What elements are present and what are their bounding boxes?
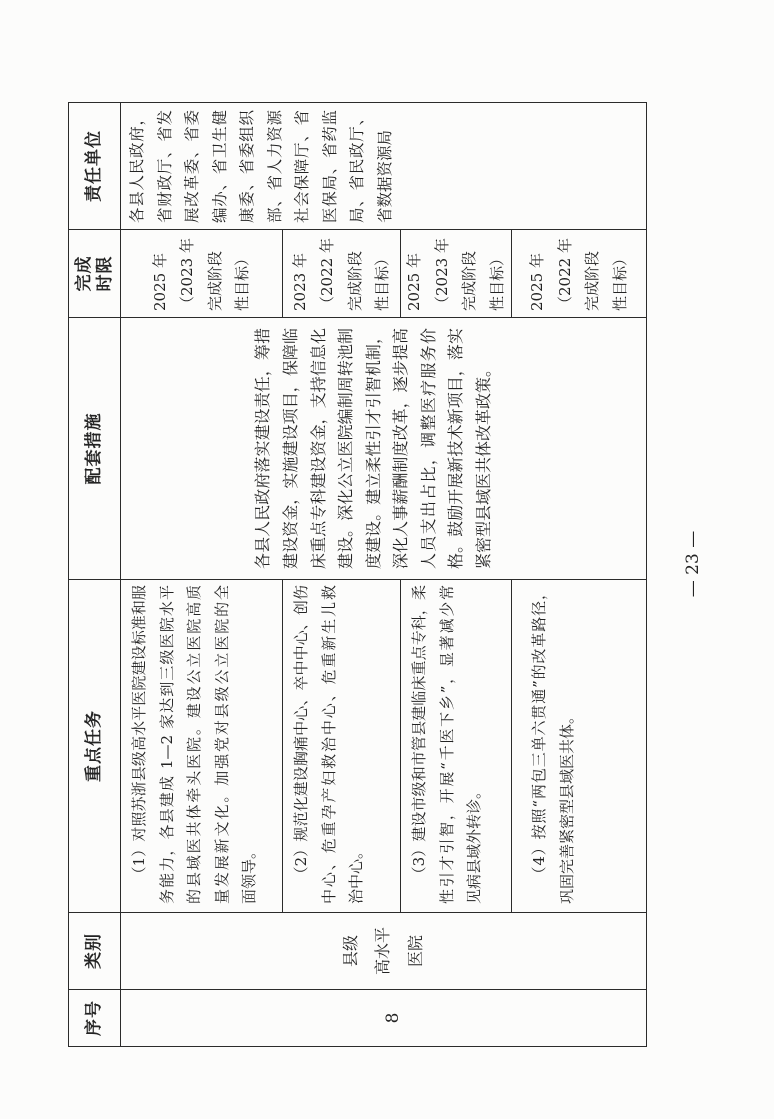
responsible-unit-cell — [121, 103, 647, 230]
task-cell-2 — [283, 580, 401, 913]
header-deadline-line: 完成 — [73, 255, 94, 292]
task-cell-3 — [401, 580, 512, 913]
task-3-line: 性引才引智，开展“千医下乡”，显著减少常 — [437, 585, 456, 904]
task-2-line: 治中心。 — [347, 843, 365, 904]
measures-line: 床重点专科建设资金，支持信息化 — [308, 328, 328, 569]
deadline-4-line: 完成阶段 — [583, 250, 601, 311]
deadline-cell-4 — [512, 230, 647, 318]
deadline-3-line: 性目标） — [487, 250, 506, 311]
task-2-line: （2）规范化建设胸痛中心、卒中中心、创伤 — [292, 585, 310, 882]
responsible-line: 省数据资源局 — [375, 129, 394, 223]
task-3-line: （3）建设市级和市管县建临床重点专科，柔 — [410, 585, 428, 882]
deadline-2-line: 性目标） — [373, 250, 391, 311]
measures-line: 人员支出占比，调整医疗服务价 — [418, 328, 438, 569]
supporting-measures-cell — [121, 318, 647, 580]
header-deadline — [69, 230, 121, 318]
responsible-line: 康委、省委组织 — [238, 110, 256, 223]
task-3-line: 见病县域外转诊。 — [465, 783, 483, 904]
deadline-2-line: 2023 年 — [290, 253, 309, 311]
deadline-3-line: 2025 年 — [405, 253, 423, 311]
deadline-3-line: 完成阶段 — [460, 250, 478, 311]
table-row — [121, 103, 283, 1047]
responsible-line: 部、省人力资源 — [265, 110, 284, 223]
deadline-4-line: 性目标） — [610, 250, 629, 311]
measures-line: 度建设。建立柔性引才引智机制， — [363, 328, 383, 569]
measures-line: 建设。深化公立医院编制周转池制 — [336, 328, 356, 569]
task-1-line: 面领导。 — [240, 843, 258, 904]
task-cell-1 — [121, 580, 283, 913]
category-cell — [121, 913, 647, 990]
task-1-line: 的县域医共体牵头医院。建设公立医院高质 — [185, 585, 203, 904]
header-key-task: 重点任务 — [69, 580, 121, 913]
row-index-cell: 8 — [121, 990, 647, 1047]
measures-line: 格。鼓励开展新技术新项目，落实 — [446, 328, 466, 569]
page-number: — 23 — — [683, 530, 703, 598]
measures-line: 紧密型县域医共体改革政策。 — [474, 360, 494, 569]
header-supporting-measures: 配套措施 — [69, 318, 121, 580]
responsible-line: 医保局、省药监 — [320, 110, 339, 223]
deadline-1-line: （2023 年 — [178, 238, 196, 311]
responsible-line: 各县人民政府， — [128, 110, 146, 223]
task-1-line: （1）对照苏浙县级高水平医院建设标准和服 — [130, 585, 148, 882]
deadline-1-line: 性目标） — [233, 250, 251, 311]
task-4-line: （4）按照“两包三单六贯通”的改革路径， — [530, 585, 548, 882]
measures-line: 深化人事薪酬制度改革，逐步提高 — [391, 328, 411, 569]
task-1-line: 务能力，各县建成 1—2 家达到三级医院水平 — [157, 585, 176, 904]
deadline-cell-3 — [401, 230, 512, 318]
responsible-line: 展改革委、省委 — [183, 110, 201, 223]
measures-line: 各县人民政府落实建设责任，筹措 — [253, 328, 273, 569]
header-category: 类别 — [69, 913, 121, 990]
task-2-line: 中心、危重孕产妇救治中心、危重新生儿救 — [319, 585, 338, 904]
deadline-3-line: （2023 年 — [432, 238, 451, 311]
deadline-2-line: 完成阶段 — [345, 250, 364, 311]
key-tasks-table — [68, 102, 647, 1047]
deadline-4-line: （2022 年 — [555, 238, 574, 311]
deadline-cell-1 — [121, 230, 283, 318]
header-deadline-line: 时限 — [94, 255, 115, 292]
task-4-line: 巩固完善紧密型县域医共体。 — [557, 708, 576, 904]
category-line: 县级 — [340, 935, 360, 968]
deadline-cell-2 — [283, 230, 401, 318]
measures-line: 建设资金，实施建设项目，保障临 — [280, 328, 300, 569]
task-1-line: 量发展新文化。加强党对县级公立医院的全 — [212, 585, 231, 904]
deadline-1-line: 2025 年 — [150, 253, 169, 311]
header-responsible-unit: 责任单位 — [69, 103, 121, 230]
responsible-line: 省财政厅、省发 — [155, 110, 174, 223]
table-header-row — [69, 103, 121, 1047]
header-index: 序号 — [69, 990, 121, 1047]
deadline-4-line: 2025 年 — [528, 253, 546, 311]
task-cell-4 — [512, 580, 647, 913]
responsible-line: 编办、省卫生健 — [210, 110, 229, 223]
category-line: 医院 — [405, 935, 425, 968]
category-line: 高水平 — [373, 927, 393, 976]
responsible-line: 局、省民政厅、 — [348, 110, 366, 223]
deadline-1-line: 完成阶段 — [205, 250, 224, 311]
responsible-line: 社会保障厅、省 — [293, 110, 311, 223]
deadline-2-line: （2022 年 — [318, 238, 336, 311]
